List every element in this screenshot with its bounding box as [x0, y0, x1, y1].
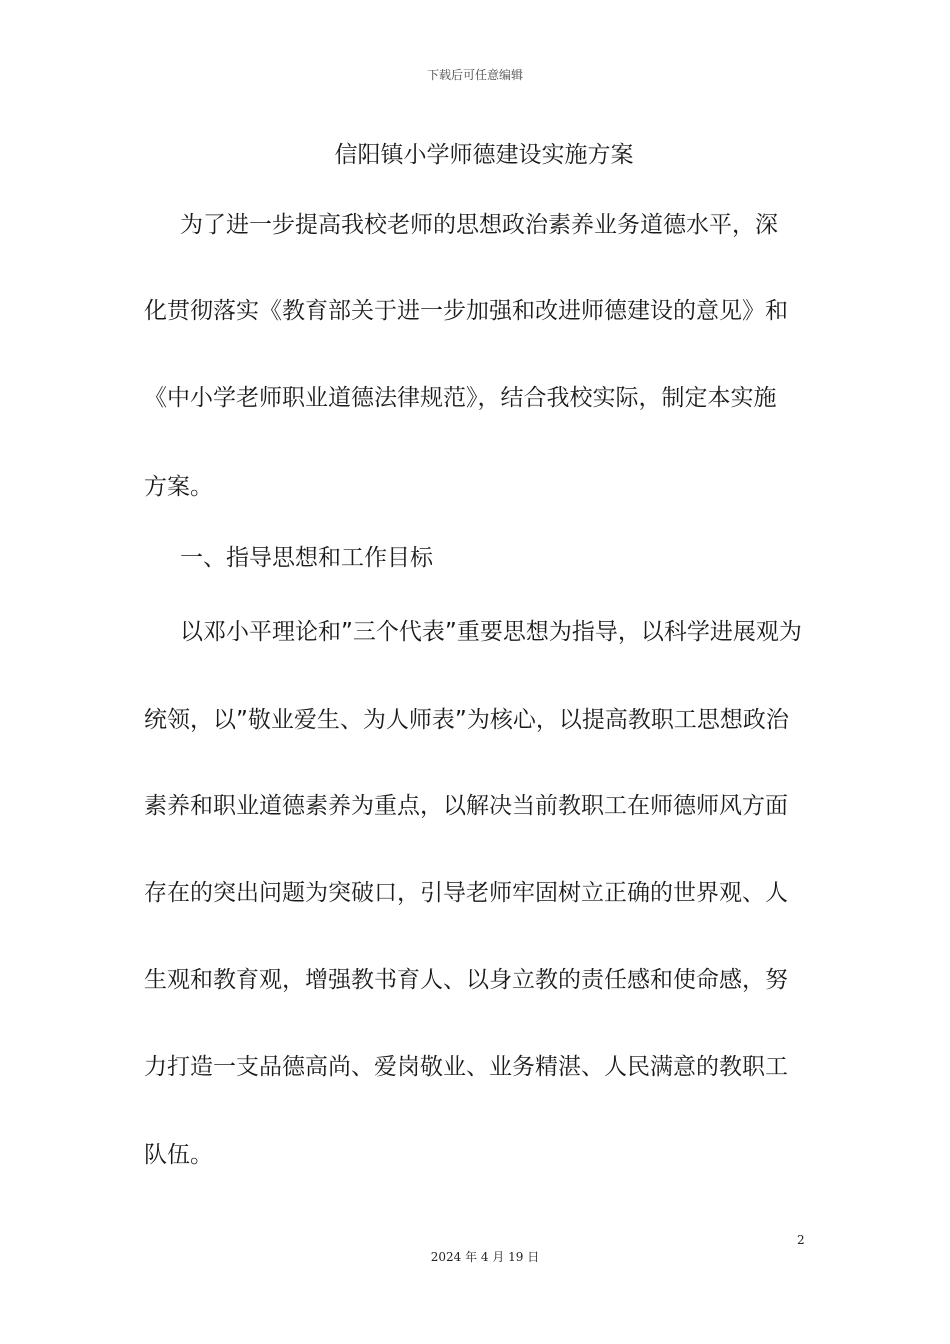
page-number: 2 [797, 1233, 805, 1247]
paragraph-line: 统领，以”敬业爱生、为人师表”为核心，以提高教职工思想政治 [144, 707, 789, 733]
paragraph-line: 为了进一步提高我校老师的思想政治素养业务道德水平，深 [180, 212, 778, 238]
paragraph-line: 化贯彻落实《教育部关于进一步加强和改进师德建设的意见》和 [144, 298, 788, 324]
document-title: 信阳镇小学师德建设实施方案 [334, 142, 634, 168]
header-note: 下载后可任意编辑 [426, 68, 523, 82]
section-heading: 一、指导思想和工作目标 [180, 545, 433, 571]
paragraph-line: 力打造一支品德高尚、爱岗敬业、业务精湛、人民满意的教职工 [144, 1054, 788, 1080]
paragraph-line: 存在的突出问题为突破口，引导老师牢固树立正确的世界观、人 [144, 880, 788, 906]
paragraph-line: 队伍。 [144, 1142, 213, 1168]
paragraph-line: 素养和职业道德素养为重点，以解决当前教职工在师德师风方面 [144, 793, 788, 819]
paragraph-line: 方案。 [144, 474, 213, 500]
paragraph-line: 《中小学老师职业道德法律规范》，结合我校实际，制定本实施 [144, 385, 777, 411]
paragraph-line: 以邓小平理论和”三个代表”重要思想为指导，以科学进展观为 [180, 619, 802, 645]
footer-date: 2024 年 4 月 19 日 [430, 1250, 540, 1264]
paragraph-line: 生观和教育观，增强教书育人、以身立教的责任感和使命感，努 [144, 967, 788, 993]
